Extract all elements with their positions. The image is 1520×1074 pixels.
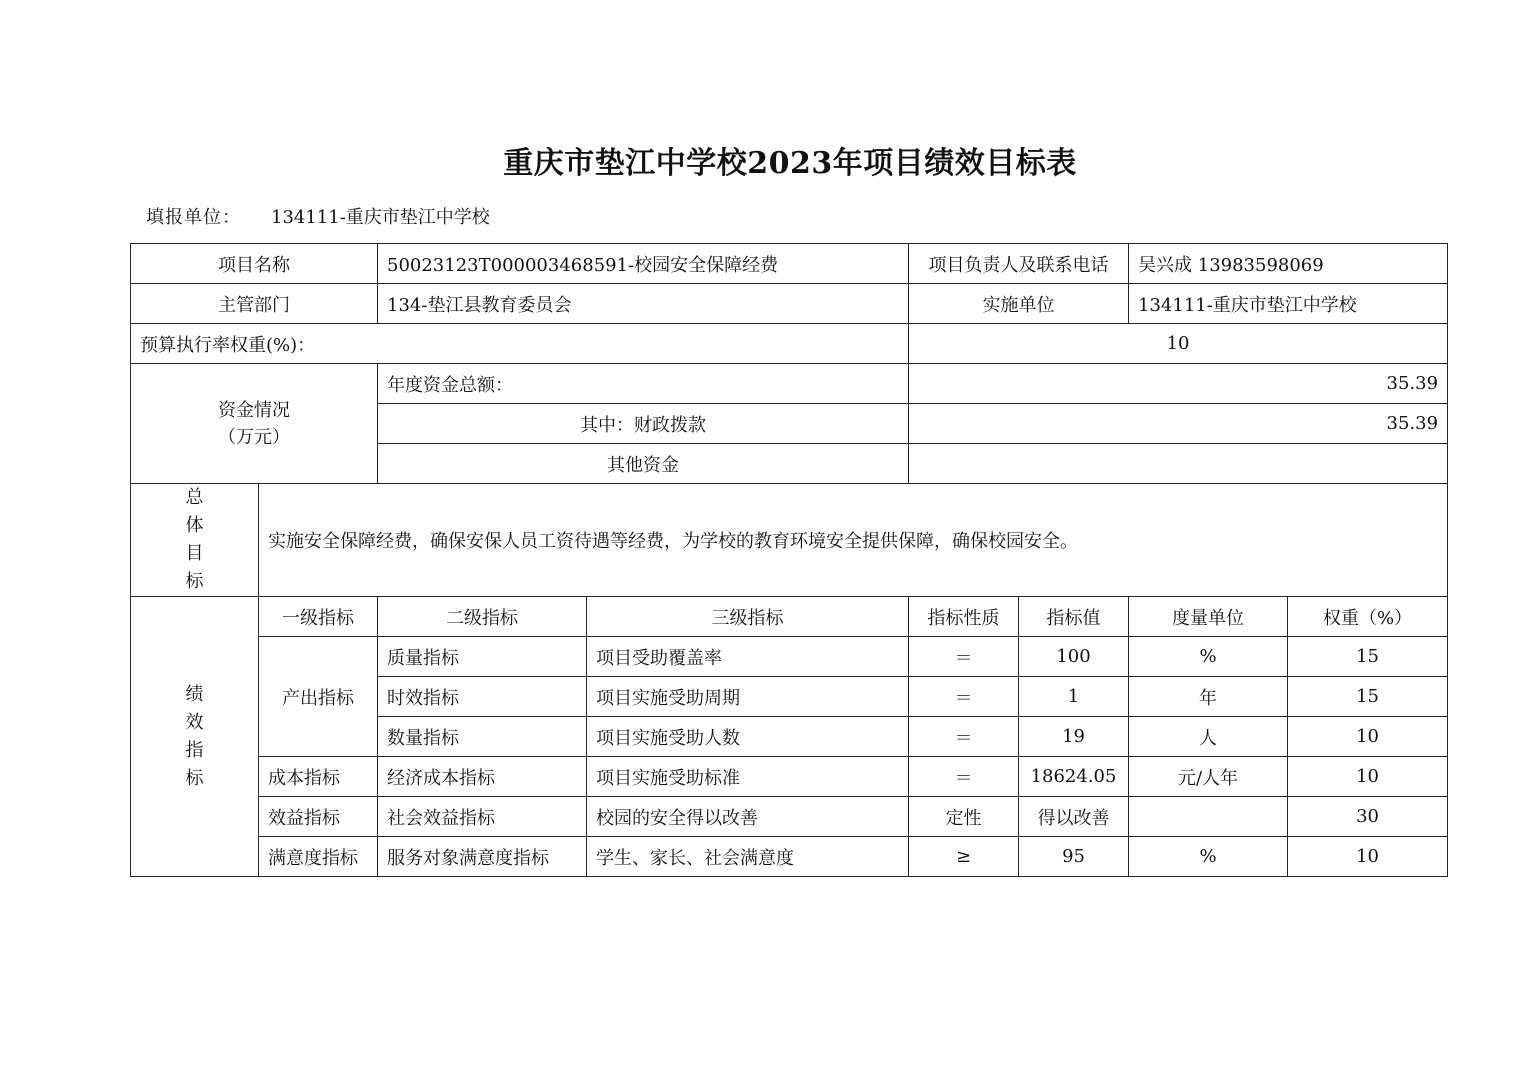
overall-goal-row bbox=[131, 484, 1448, 597]
row-value: 得以改善 bbox=[1019, 797, 1129, 837]
row-level2: 服务对象满意度指标 bbox=[378, 837, 587, 877]
funds-fiscal-label: 其中：财政拨款 bbox=[378, 404, 909, 444]
row-unit: % bbox=[1129, 637, 1288, 677]
row-nature: ＝ bbox=[909, 677, 1019, 717]
funds-other-value bbox=[909, 444, 1448, 484]
header-level3: 三级指标 bbox=[587, 597, 909, 637]
funds-total-value: 35.39 bbox=[909, 364, 1448, 404]
row-unit: % bbox=[1129, 837, 1288, 877]
impl-unit-label: 实施单位 bbox=[909, 284, 1129, 324]
indicators-label-char: 标 bbox=[185, 767, 204, 789]
output-group-label: 产出指标 bbox=[259, 637, 378, 757]
table-row bbox=[131, 637, 1448, 677]
row-level3: 校园的安全得以改善 bbox=[587, 797, 909, 837]
row-value: 1 bbox=[1019, 677, 1129, 717]
indicator-header-row bbox=[131, 597, 1448, 637]
row-level3: 项目实施受助人数 bbox=[587, 717, 909, 757]
row-level3: 学生、家长、社会满意度 bbox=[587, 837, 909, 877]
row-level1: 成本指标 bbox=[259, 757, 378, 797]
header-level2: 二级指标 bbox=[378, 597, 587, 637]
budget-weight-label: 预算执行率权重(%)： bbox=[131, 324, 909, 364]
row-nature: ＝ bbox=[909, 717, 1019, 757]
row-level1: 满意度指标 bbox=[259, 837, 378, 877]
funds-label bbox=[131, 364, 378, 484]
budget-weight-value: 10 bbox=[909, 324, 1448, 364]
funds-total-row bbox=[131, 364, 1448, 404]
funds-other-label: 其他资金 bbox=[378, 444, 909, 484]
reporting-unit-value: 134111-重庆市垫江中学校 bbox=[271, 207, 490, 228]
indicators-label bbox=[131, 597, 259, 877]
header-weight: 权重（%） bbox=[1288, 597, 1448, 637]
funds-fiscal-value: 35.39 bbox=[909, 404, 1448, 444]
row-nature: ＝ bbox=[909, 757, 1019, 797]
department-row bbox=[131, 284, 1448, 324]
overall-goal-char: 体 bbox=[185, 515, 204, 536]
impl-unit-value: 134111-重庆市垫江中学校 bbox=[1129, 284, 1448, 324]
project-name-value: 50023123T000003468591-校园安全保障经费 bbox=[378, 244, 909, 284]
row-level2: 社会效益指标 bbox=[378, 797, 587, 837]
overall-goal-char: 总 bbox=[185, 487, 204, 508]
indicators-label-char: 效 bbox=[185, 711, 204, 733]
row-weight: 10 bbox=[1288, 757, 1448, 797]
row-weight: 15 bbox=[1288, 637, 1448, 677]
row-level3: 项目受助覆盖率 bbox=[587, 637, 909, 677]
row-weight: 10 bbox=[1288, 837, 1448, 877]
dept-value: 134-垫江县教育委员会 bbox=[378, 284, 909, 324]
row-level2: 经济成本指标 bbox=[378, 757, 587, 797]
row-level2: 质量指标 bbox=[378, 637, 587, 677]
row-weight: 10 bbox=[1288, 717, 1448, 757]
header-value: 指标值 bbox=[1019, 597, 1129, 637]
row-nature: ＝ bbox=[909, 637, 1019, 677]
overall-goal-text: 实施安全保障经费，确保安保人员工资待遇等经费，为学校的教育环境安全提供保障，确保校园安全。 bbox=[259, 484, 1448, 597]
row-nature: 定性 bbox=[909, 797, 1019, 837]
indicators-label-char: 指 bbox=[185, 739, 204, 761]
row-value: 18624.05 bbox=[1019, 757, 1129, 797]
row-unit: 元/人年 bbox=[1129, 757, 1288, 797]
funds-total-label: 年度资金总额： bbox=[378, 364, 909, 404]
budget-weight-row bbox=[131, 324, 1448, 364]
row-level1: 效益指标 bbox=[259, 797, 378, 837]
project-contact-label: 项目负责人及联系电话 bbox=[909, 244, 1129, 284]
performance-target-table bbox=[130, 243, 1448, 877]
header-nature: 指标性质 bbox=[909, 597, 1019, 637]
reporting-unit-label: 填报单位： bbox=[146, 207, 241, 228]
header-unit: 度量单位 bbox=[1129, 597, 1288, 637]
row-nature: ≥ bbox=[909, 837, 1019, 877]
overall-goal-char: 标 bbox=[185, 571, 204, 592]
row-unit: 年 bbox=[1129, 677, 1288, 717]
table-row bbox=[131, 757, 1448, 797]
row-unit bbox=[1129, 797, 1288, 837]
header-level1: 一级指标 bbox=[259, 597, 378, 637]
funds-label-line1: 资金情况 bbox=[218, 399, 290, 421]
row-level3: 项目实施受助周期 bbox=[587, 677, 909, 717]
row-value: 100 bbox=[1019, 637, 1129, 677]
overall-goal-char: 目 bbox=[185, 543, 204, 564]
row-level3: 项目实施受助标准 bbox=[587, 757, 909, 797]
table-row bbox=[131, 837, 1448, 877]
funds-label-line2: （万元） bbox=[218, 426, 290, 448]
dept-label: 主管部门 bbox=[131, 284, 378, 324]
project-name-row bbox=[131, 244, 1448, 284]
overall-goal-label bbox=[131, 484, 259, 597]
row-value: 95 bbox=[1019, 837, 1129, 877]
reporting-unit bbox=[146, 203, 490, 229]
page-title: 重庆市垫江中学校2023年项目绩效目标表 bbox=[503, 146, 1077, 181]
row-value: 19 bbox=[1019, 717, 1129, 757]
table-row bbox=[131, 797, 1448, 837]
indicators-label-char: 绩 bbox=[185, 683, 204, 705]
project-name-label: 项目名称 bbox=[131, 244, 378, 284]
row-weight: 30 bbox=[1288, 797, 1448, 837]
project-contact-value: 吴兴成 13983598069 bbox=[1129, 244, 1448, 284]
row-unit: 人 bbox=[1129, 717, 1288, 757]
row-level2: 数量指标 bbox=[378, 717, 587, 757]
row-weight: 15 bbox=[1288, 677, 1448, 717]
row-level2: 时效指标 bbox=[378, 677, 587, 717]
